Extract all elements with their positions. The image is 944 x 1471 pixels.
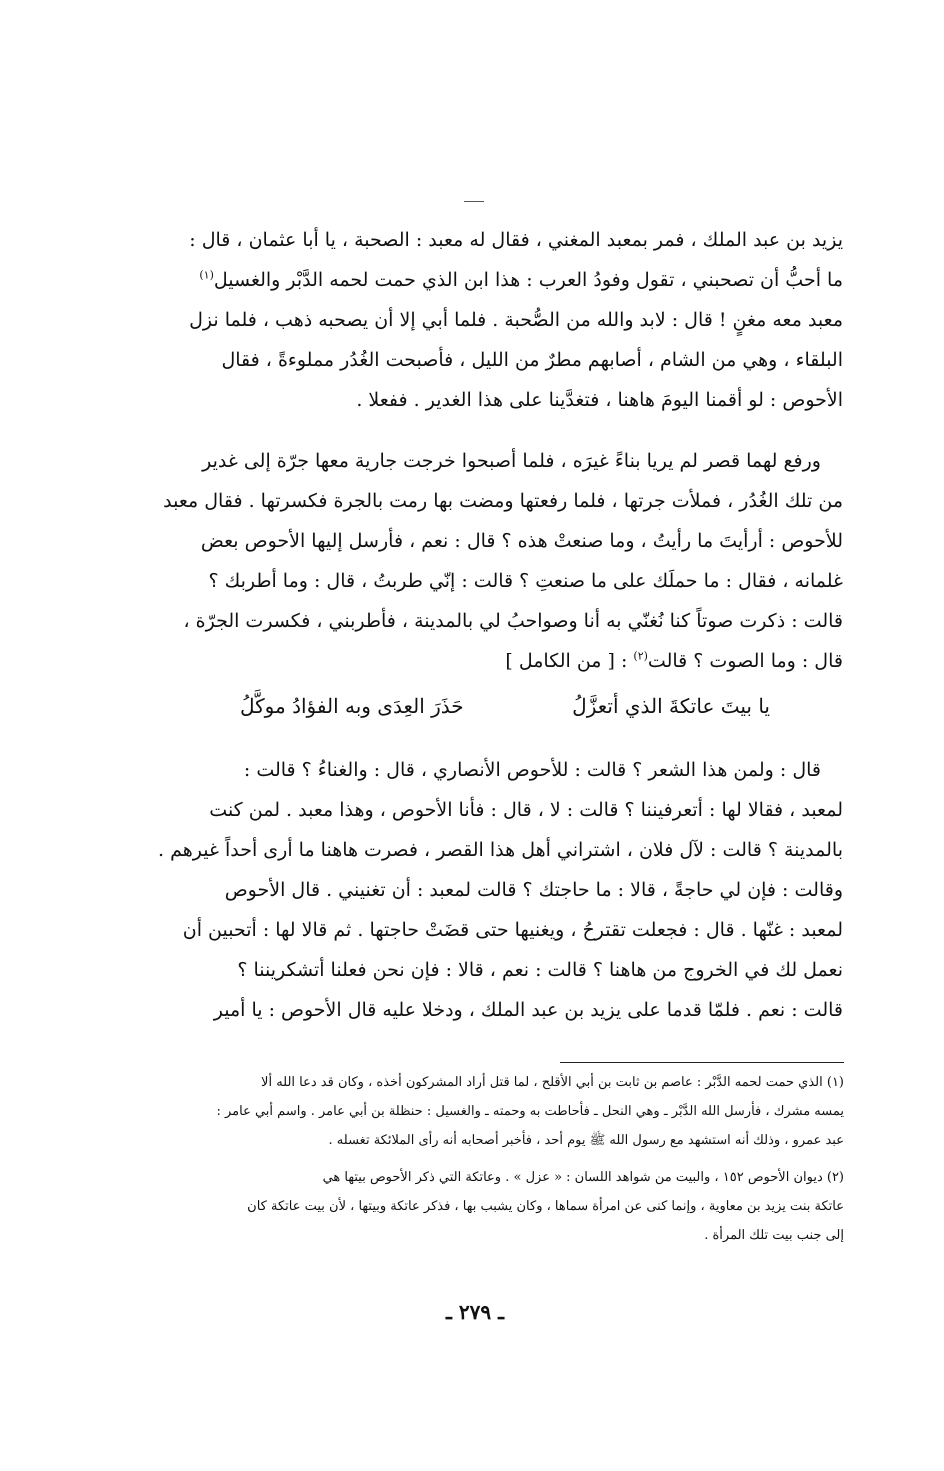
text-line: من تلك الغُدُر ، فملأت جرتها ، فلما رفعتها ومضت بها رمت بالجرة فكسرتها . فقال معبد	[163, 490, 843, 512]
text-line-content: قال : وما الصوت ؟ قالت	[647, 650, 843, 672]
text-line: وقالت : فإن لي حاجةً ، قالا : ما حاجتك ؟ قالت لمعبد : أن تغنيني . قال الأحوص	[224, 879, 843, 901]
paragraph-2	[155, 441, 843, 681]
meter-label: : [ من الكامل ]	[505, 650, 628, 672]
text-line: قالت : ذكرت صوتاً كنا نُغنّي به أنا وصواحبُ لي بالمدينة ، فأطربني ، فكسرت الجرّة ،	[183, 610, 843, 632]
text-line: قال : ولمن هذا الشعر ؟ قالت : للأحوص الأنصاري ، قال : والغناءُ ؟ قالت :	[243, 759, 821, 781]
verse-first-hemistich: يا بيتَ عاتكةَ الذي أتعزَّلُ	[572, 694, 770, 718]
text-line: البلقاء ، وهي من الشام ، أصابهم مطرٌ من الليل ، فأصبحت الغُدُر مملوءةً ، فقال	[221, 349, 843, 371]
poem-verse	[160, 686, 840, 726]
footnote-line: إلى جنب بيت تلك المرأة .	[704, 1228, 844, 1243]
text-line	[155, 641, 843, 681]
footnote-line: عبد عمرو ، وذلك أنه استشهد مع رسول الله ﷺ يوم أحد ، فأخبر أصحابه أنه رأى الملائكة تغسله .	[328, 1133, 844, 1148]
text-line: للأحوص : أرأيتَ ما رأيتُ ، وما صنعتْ هذه ؟ قال : نعم ، فأرسل إليها الأحوص بعض	[200, 530, 843, 552]
footnote-ref-1[interactable]: (١)	[199, 268, 214, 282]
page-number: ـ ٢٧٩ ـ	[446, 1300, 504, 1324]
text-line: لمعبد : غنّها . قال : فجعلت تقترحُ ، ويغنيها حتى قضَتْ حاجتها . ثم قالا لها : أتحبين أن	[182, 919, 843, 941]
footnote-line: (١) الذي حمت لحمه الدَّبْر : عاصم بن ثابت بن أبي الأقلح ، لما قتل أراد المشركون أخذه ، وكان قد دعا الله ألا	[261, 1075, 844, 1090]
text-line: الأحوص : لو أقمنا اليومَ هاهنا ، فتغدَّينا على هذا الغدير . ففعلا .	[356, 389, 843, 411]
text-line: غلمانه ، فقال : ما حملَك على ما صنعتِ ؟ قالت : إنّي طربتُ ، قال : وما أطربك ؟	[208, 570, 843, 592]
verse-second-hemistich: حَذَرَ العِدَى وبه الفؤادُ موكَّلُ	[240, 694, 464, 718]
text-line: معبد معه مغنٍ ! قال : لابد والله من الصُّحبة . فلما أبي إلا أن يصحبه ذهب ، فلما نزل	[189, 309, 843, 331]
text-line: لمعبد ، فقالا لها : أتعرفيننا ؟ قالت : لا ، قال : فأنا الأحوص ، وهذا معبد . لمن كنت	[209, 799, 843, 821]
footnote-ref-2[interactable]: (٢)	[633, 649, 648, 663]
text-line: بالمدينة ؟ قالت : لآل فلان ، اشتراني أهل هذا القصر ، فصرت هاهنا ما أرى أحداً غيرهم .	[158, 839, 843, 861]
text-line-content: ما أحبُّ أن تصحبني ، تقول وفودُ العرب : هذا ابن الذي حمت لحمه الدَّبْر والغسيل	[213, 269, 843, 291]
footnote-line: يمسه مشرك ، فأرسل الله الدَّبْر ـ وهي النحل ـ فأحاطت به وحمته ـ والغسيل : حنظلة بن أبي عامر . واسم أبي عامر :	[216, 1104, 844, 1119]
text-line	[155, 260, 843, 300]
top-mark	[464, 201, 484, 202]
footnotes	[160, 1068, 844, 1250]
footnote-1	[160, 1068, 844, 1155]
footnote-divider	[560, 1062, 844, 1063]
text-line: قالت : نعم . فلمّا قدما على يزيد بن عبد الملك ، ودخلا عليه قال الأحوص : يا أمير	[213, 999, 843, 1021]
paragraph-3	[155, 750, 843, 1030]
text-line: ورفع لهما قصر لم يريا بناءً غيرَه ، فلما أصبحوا خرجت جارية معها جرّة إلى غدير	[202, 450, 821, 472]
footnote-2	[160, 1163, 844, 1250]
text-line: نعمل لك في الخروج من هاهنا ؟ قالت : نعم ، قالا : فإن نحن فعلنا أتشكريننا ؟	[237, 959, 843, 981]
footnote-line: (٢) ديوان الأحوص ١٥٢ ، والبيت من شواهد اللسان : « عزل » . وعاتكة التي ذكر الأحوص بيتها هي	[322, 1170, 844, 1185]
paragraph-1	[155, 220, 843, 420]
footnote-line: عاتكة بنت يزيد بن معاوية ، وإنما كنى عن امرأة سماها ، وكان يشبب بها ، فذكر عاتكة وبيتها ، لأن بيت عاتكة كان	[247, 1199, 844, 1214]
text-line: يزيد بن عبد الملك ، فمر بمعبد المغني ، فقال له معبد : الصحبة ، يا أبا عثمان ، قال :	[189, 229, 843, 251]
